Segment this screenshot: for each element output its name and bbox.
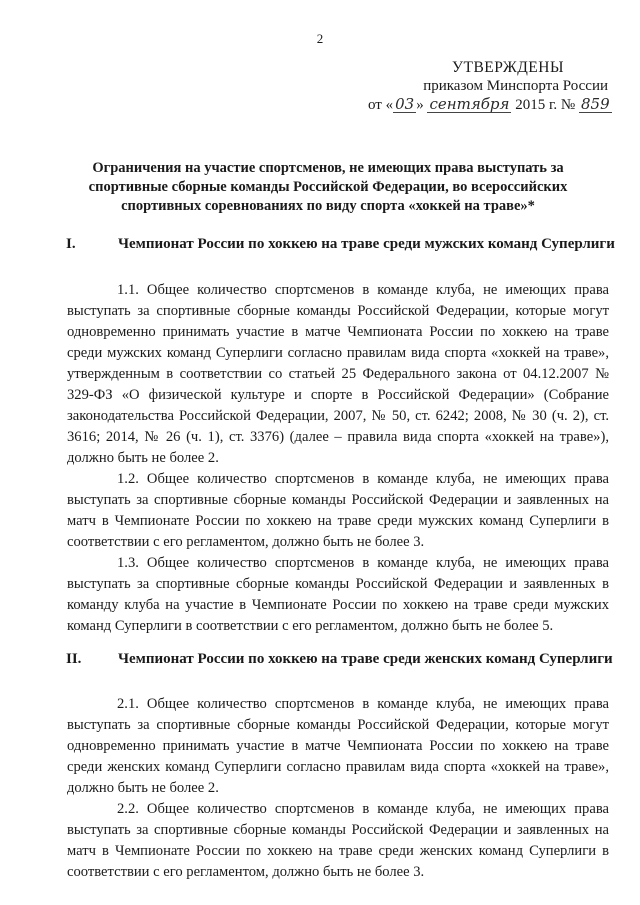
section-title-2: Чемпионат России по хоккею на траве среди женских команд Суперлиги (118, 651, 613, 667)
approval-title: УТВЕРЖДЕНЫ (452, 59, 564, 76)
section-title-1: Чемпионат России по хоккею на траве среди мужских команд Суперлиги (118, 236, 615, 252)
section-heading-2 (66, 651, 626, 668)
page-number: 2 (316, 31, 324, 46)
date-prefix: от « (368, 97, 394, 113)
paragraph-1-3: 1.3. Общее количество спортсменов в команде клуба, не имеющих права выступать за спортивные сборные команды Российской Федерации и заявленных в команду клуба на участие в Чемпионате России по хоккею на траве среди мужских команд Суперлиги в соответствии с его регламентом, должно быть не более 5. (67, 555, 609, 634)
date-mid: » (416, 97, 424, 113)
approval-by: приказом Минспорта России (423, 78, 608, 94)
section-heading-1 (66, 236, 626, 253)
paragraph-2-1: 2.1. Общее количество спортсменов в команде клуба, не имеющих права выступать за спортивные сборные команды Российской Федерации, которые могут одновременно принимать участие в матче Чемпионата России по хоккею на траве среди женских команд Суперлиги согласно правилам вида спорта «хоккей на траве», должно быть не более 2. (67, 696, 609, 796)
paragraph-1-2: 1.2. Общее количество спортсменов в команде клуба, не имеющих права выступать за спортивные сборные команды Российской Федерации и заявленных на матч в Чемпионате России по хоккею на траве среди мужских команд Суперлиги в соответствии с его регламентом, должно быть не более 3. (67, 471, 609, 550)
date-year: 2015 г. № (515, 97, 576, 113)
paragraph-2-2: 2.2. Общее количество спортсменов в команде клуба, не имеющих права выступать за спортивные сборные команды Российской Федерации и заявленных на матч в Чемпионате России по хоккею на траве среди женских команд Суперлиги в соответствии с его регламентом, должно быть не более 3. (67, 801, 609, 880)
paragraph-1-1: 1.1. Общее количество спортсменов в команде клуба, не имеющих права выступать за спортивные сборные команды Российской Федерации, которые могут одновременно принимать участие в матче Чемпионата России по хоккею на траве среди мужских команд Суперлиги согласно правилам вида спорта «хоккей на траве», утвержденным в соответствии со статьей 25 Федерального закона от 04.12.2007 № 329-ФЗ «О физической культуре и спорте в Российской Федерации» (Собрание законодательства Российской Федерации, 2007, № 50, ст. 6242; 2008, № 30 (ч. 2), ст. 3616; 2014, № 26 (ч. 1), ст. 3376) (далее – правила вида спорта «хоккей на траве»), должно быть не более 2. (67, 282, 609, 466)
document-title: Ограничения на участие спортсменов, не имеющих права выступать за спортивные сборные команды Российской Федерации, во всероссийских спортивных соревнованиях по виду спорта «хоккей на траве»* (88, 160, 568, 214)
handwritten-day: 03 (395, 95, 415, 113)
handwritten-order-number: 859 (581, 95, 610, 113)
section-number-2: II. (66, 651, 82, 667)
approval-date-line (368, 96, 608, 115)
section-2-body (67, 694, 609, 883)
approval-stamp (368, 58, 608, 115)
section-number-1: I. (66, 236, 76, 252)
handwritten-month: сентября (429, 95, 510, 113)
section-1-body (67, 280, 609, 637)
